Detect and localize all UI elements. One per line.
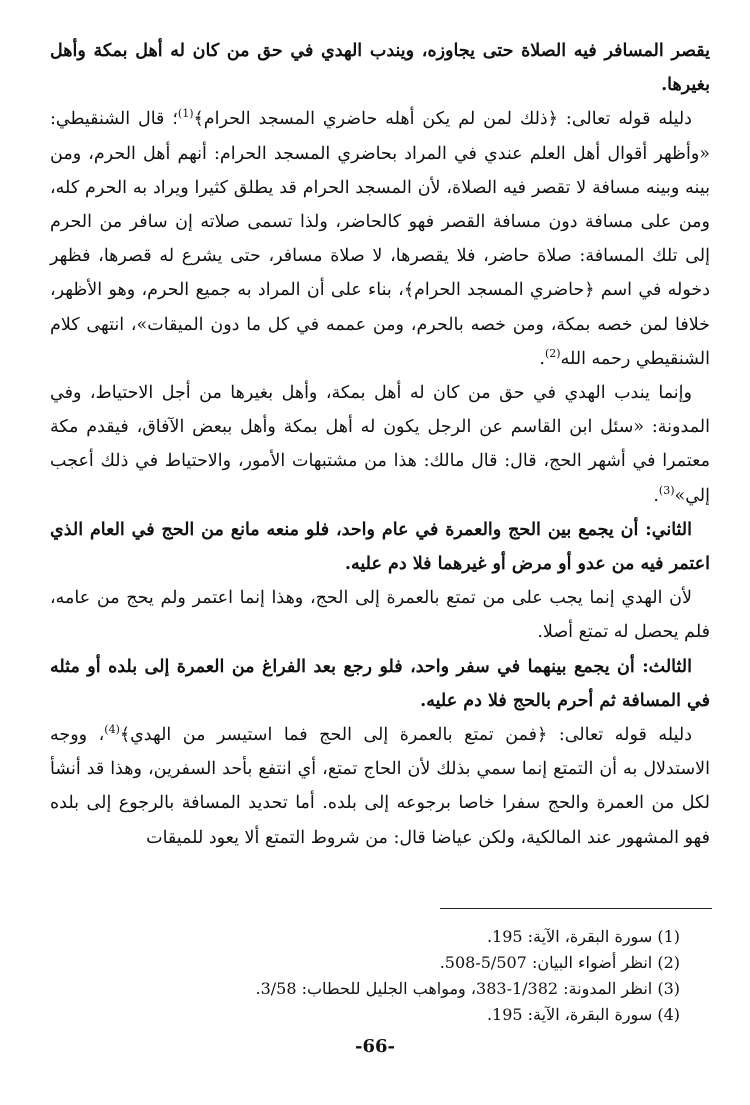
footnote-2: (2) انظر أضواء البيان: 5/507-508. <box>439 953 680 972</box>
paragraph-2-quote: ؛ قال الشنقيطي: «وأظهر أقوال أهل العلم عندي في المراد بحاضري المسجد الحرام: أنهم أهل الحرم، ومن بينه وبينه مسافة لا تقصر فيه الصلاة، لأن المسجد الحرام قد يطلق كثيرا ويراد به الحرم كله، ومن على مسافة دون مسافة القصر فهو كالحاضر، ولذا تسمى صلاته إن سافر من الحرم إلى تلك المسافة: صلاة حاضر، فلا يقصرها، لا صلاة مسافر، حتى يشرع له قصرها، فظهر دخوله في اسم <box>50 109 711 301</box>
quran-verse-1: ﴿ذلك لمن لم يكن أهله حاضري المسجد الحرام﴾ <box>193 109 558 130</box>
paragraph-2-quote-end: ، بناء على أن المراد به جميع الحرم، وهو الأظهر، خلافا لمن خصه بمكة، ومن خصه بالحرم، ومن عممه في كل ما دون الميقات»، انتهى كلام الشنقيطي رحمه الله <box>50 280 710 369</box>
page-number: -66- <box>355 1036 395 1057</box>
footnote-4: (4) سورة البقرة، الآية: 195. <box>486 1005 680 1024</box>
footnote-3: (3) انظر المدونة: 1/382-383، ومواهب الجليل للحطاب: 3/58. <box>255 979 680 998</box>
paragraph-1: يقصر المسافر فيه الصلاة حتى يجاوزه، ويندب الهدي في حق من كان له أهل بمكة وأهل بغيرها. <box>50 41 710 96</box>
paragraph-7-text: ، ووجه الاستدلال به أن التمتع إنما سمي بذلك لأن الحاج تمتع، أي انتفع بأحد السفرين، وهذا قد أنشأ لكل من العمرة والحج سفرا خاصا برجوعه إلى بلده. أما تحديد المسافة بالرجوع إلى بلده فهو المشهور عند المالكية، ولكن عياضا قال: من شروط التمتع ألا يعود للميقات <box>50 725 710 848</box>
paragraph-2 <box>50 102 710 376</box>
paragraph-7 <box>50 718 710 855</box>
footnote-1: (1) سورة البقرة، الآية: 195. <box>486 927 680 946</box>
footnote-ref-3[interactable]: (3) <box>658 483 675 497</box>
footnote-ref-2[interactable]: (2) <box>544 347 561 360</box>
paragraph-2-period: . <box>539 348 545 369</box>
paragraph-3 <box>50 376 710 513</box>
quran-verse-2: ﴿فمن تمتع بالعمرة إلى الحج فما استيسر من الهدي﴾ <box>119 725 548 746</box>
footnote-ref-1[interactable]: (1) <box>177 107 194 121</box>
paragraph-5: لأن الهدي إنما يجب على من تمتع بالعمرة إلى الحج، وهذا إنما اعتمر ولم يحج من عامه، فلم يحصل له تمتع أصلا. <box>50 588 710 643</box>
paragraph-7-intro: دليله قوله تعالى: <box>547 725 692 746</box>
condition-second: الثاني: أن يجمع بين الحج والعمرة في عام واحد، فلو منعه مانع من الحج في العام الذي اعتمر فيه من عدو أو مرض أو غيرهما فلا دم عليه. <box>50 519 710 575</box>
condition-third: الثالث: أن يجمع بينهما في سفر واحد، فلو رجع بعد الفراغ من العمرة إلى بلده أو مثله في المسافة ثم أحرم بالحج فلا دم عليه. <box>50 656 710 711</box>
footnote-ref-4[interactable]: (4) <box>104 723 120 737</box>
paragraph-3-period: . <box>653 485 659 506</box>
paragraph-3-text: وإنما يندب الهدي في حق من كان له أهل بمكة، وأهل بغيرها من أجل الاحتياط، وفي المدونة: «سئل ابن القاسم عن الرجل يكون له أهل بمكة وأهل ببعض الآفاق، فيقدم مكة معتمرا في أشهر الحج، قال: قال مالك: هذا من مشتبهات الأمور، والاحتياط في ذلك أعجب إلي» <box>50 383 710 506</box>
main-text <box>50 34 710 855</box>
footnote-divider <box>440 908 712 909</box>
paragraph-2-intro: دليله قوله تعالى: <box>557 109 692 130</box>
footnotes <box>200 924 680 1028</box>
quran-phrase: ﴿حاضري المسجد الحرام﴾ <box>403 280 595 301</box>
